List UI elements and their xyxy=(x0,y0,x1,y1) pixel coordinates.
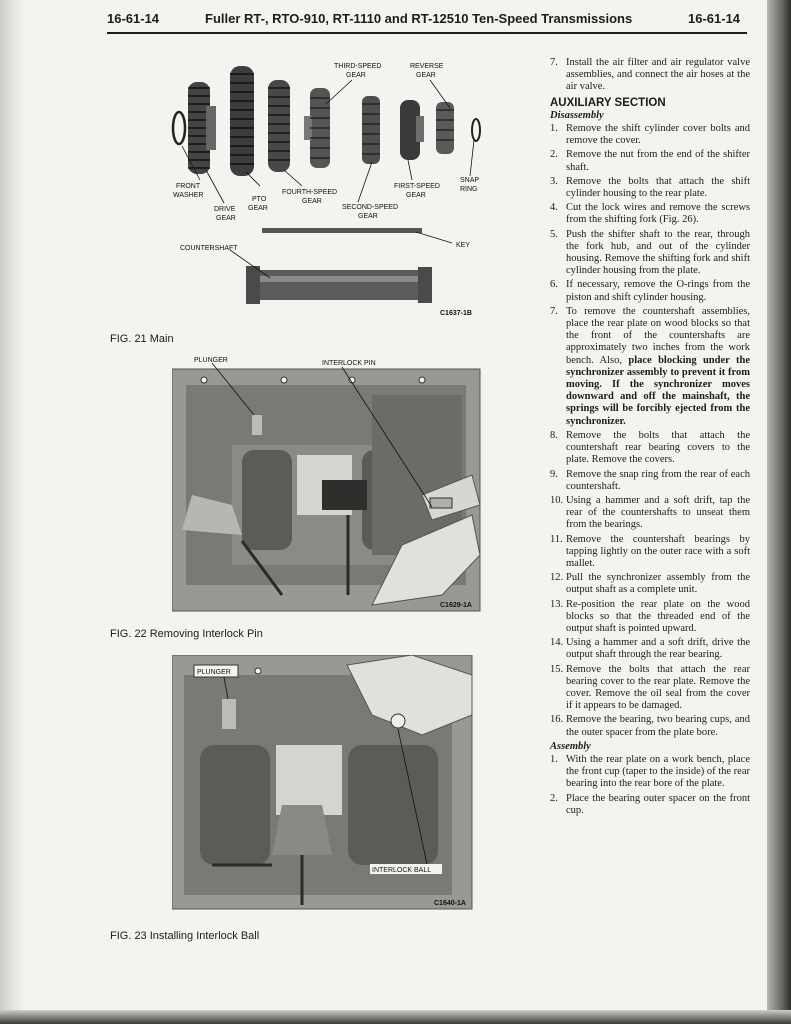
step-number: 13. xyxy=(550,598,564,610)
step-number: 14. xyxy=(550,637,564,649)
disassembly-step xyxy=(550,637,750,661)
step-text: Pull the synchronizer assembly from the output shaft as a complete unit. xyxy=(566,572,750,596)
bottom-shadow xyxy=(0,1010,791,1024)
label-snap-ring: SNAP RING xyxy=(460,177,479,193)
disassembly-step xyxy=(550,572,750,596)
second-speed-gear-part xyxy=(362,96,380,164)
step-text: Remove the bearing, two bearing cups, and the outer spacer from the plate bore. xyxy=(566,714,750,738)
step-text: If necessary, remove the O-rings from the piston and shift cylinder housing. xyxy=(566,279,750,303)
step-number: 3. xyxy=(550,175,558,187)
step-number: 8. xyxy=(550,429,558,441)
step-text: Remove the shift cylinder cover bolts and remove the cover. xyxy=(566,123,750,147)
step-text: Remove the snap ring from the rear of each countershaft. xyxy=(566,468,750,492)
label-key: KEY xyxy=(456,242,471,249)
step-text: Using a hammer and a soft drift, tap the rear of the countershafts to unseat them from the bearings. xyxy=(566,494,750,531)
step-text: Remove the nut from the end of the shifter shaft. xyxy=(566,149,750,173)
step-number: 15. xyxy=(550,663,564,675)
figure-21-code: C1637-1B xyxy=(440,310,472,317)
step-number: 9. xyxy=(550,468,558,480)
disassembly-step xyxy=(550,279,750,303)
disassembly-step xyxy=(550,202,750,226)
fourth-speed-gear-part xyxy=(268,80,290,172)
label-plunger-fig23: PLUNGER xyxy=(197,669,231,676)
figure-22-caption: FIG. 22 Removing Interlock Pin xyxy=(110,628,263,640)
label-plunger-fig22: PLUNGER xyxy=(194,357,228,364)
front-washer-part xyxy=(173,112,185,144)
step-number: 11. xyxy=(550,533,563,545)
step-text: With the rear plate on a work bench, place the front cup (taper to the inside) of the rear bearing into the rear bore of the plate. xyxy=(566,753,750,790)
reverse-gear-part xyxy=(436,102,454,154)
step-text: Remove the countershaft bearings by tapping lightly on the outer race with a soft mallet. xyxy=(566,533,750,569)
step-number: 5. xyxy=(550,228,558,240)
countershaft-part xyxy=(246,266,432,304)
step-text: To remove the countershaft assemblies, place the rear plate on wood blocks so that the front of the countershafts are approximately two inches from the work bench. Also, place blocking under the synchronizer assembly to prevent it from moving. If the synchronizer moves downward and off the mainshaft, the springs will be forcibly ejected from the synchronizer. xyxy=(566,305,751,427)
step-text: Remove the bolts that attach the countershaft rear bearing covers to the plate. Remove the covers. xyxy=(566,429,750,466)
disassembly-step xyxy=(550,176,750,200)
snap-ring-part xyxy=(472,119,480,141)
step-7-install-air-filter: 7. Install the air filter and air regulator valve assemblies, and connect the air hoses at the air valve. xyxy=(550,57,750,93)
disassembly-step xyxy=(550,495,750,532)
step-warning: place blocking under the synchronizer assembly to prevent it from moving. If the synchronizer moves downward and off the mainshaft, the springs will be forcibly ejected from the synchronizer. xyxy=(566,354,751,427)
assembly-step xyxy=(550,793,750,817)
book-edge-shadow xyxy=(767,0,791,1024)
step-number: 16. xyxy=(550,714,564,726)
figure-21-countershaft-exploded xyxy=(160,58,490,320)
step-text: Push the shifter shaft to the rear, through the fork hub, and out of the cylinder housing. Remove the shifting fork and shift cylinder housing from the plate. xyxy=(566,228,750,277)
step-number: 12. xyxy=(550,572,564,584)
figure-22-photo xyxy=(172,355,482,617)
label-first-speed-gear: FIRST-SPEED GEAR xyxy=(394,183,440,199)
page-number-left: 16-61-14 xyxy=(107,11,160,26)
label-pto-gear: PTO GEAR xyxy=(248,196,268,212)
key-part xyxy=(262,228,422,233)
label-countershaft: COUNTERSHAFT xyxy=(180,245,238,252)
disassembly-step xyxy=(550,149,750,173)
figure-22-code: C1629-1A xyxy=(440,602,472,609)
step-number: 7. xyxy=(550,305,558,317)
step-number: 2. xyxy=(550,149,558,161)
pto-gear-part xyxy=(230,66,254,176)
step-text: Remove the bolts that attach the rear bearing cover to the rear plate. Remove the cover. Remove the oil seal from the cover if it appears to be damaged. xyxy=(566,663,750,712)
disassembly-step xyxy=(550,664,750,713)
label-drive-gear: DRIVE GEAR xyxy=(214,206,236,222)
assembly-steps xyxy=(550,754,750,817)
figure-23-code: C1640-1A xyxy=(434,900,466,907)
drive-gear-part xyxy=(188,82,216,174)
header-rule xyxy=(107,32,747,34)
disassembly-step xyxy=(550,229,750,278)
first-speed-gear-part xyxy=(400,100,424,160)
running-title: Fuller RT-, RTO-910, RT-1110 and RT-12510 Ten-Speed Transmissions xyxy=(205,11,633,26)
figure-23-caption: FIG. 23 Installing Interlock Ball xyxy=(110,930,260,942)
label-fourth-speed-gear: FOURTH-SPEED GEAR xyxy=(282,189,338,205)
step-text: Remove the bolts that attach the shift cylinder housing to the rear plate. xyxy=(566,175,750,200)
disassembly-step xyxy=(550,599,750,636)
step-text: Re-position the rear plate on the wood blocks so that the threaded end of the output shaft is pointed upward. xyxy=(566,598,750,634)
step-number: 6. xyxy=(550,279,558,291)
assembly-heading: Assembly xyxy=(550,740,591,752)
label-second-speed-gear: SECOND-SPEED GEAR xyxy=(342,204,399,220)
step-text: Using a hammer and a soft drift, drive the output shaft through the rear bearing. xyxy=(566,637,750,661)
label-front-washer: FRONT WASHER xyxy=(173,183,204,199)
disassembly-heading: Disassembly xyxy=(550,109,604,121)
disassembly-steps xyxy=(550,123,750,739)
page-number-right: 16-61-14 xyxy=(688,11,741,26)
step-number: 4. xyxy=(550,202,558,214)
disassembly-step xyxy=(550,123,750,147)
assembly-step xyxy=(550,754,750,791)
label-interlock-pin: INTERLOCK PIN xyxy=(322,360,376,367)
procedure-column xyxy=(550,57,750,819)
figure-23-photo xyxy=(172,655,482,913)
label-reverse-gear: REVERSE GEAR xyxy=(410,63,444,79)
disassembly-step xyxy=(550,469,750,493)
disassembly-step xyxy=(550,430,750,467)
step-text: Cut the lock wires and remove the screws from the shifting fork (Fig. 26). xyxy=(566,202,750,226)
step-number: 1. xyxy=(550,123,558,135)
label-interlock-ball: INTERLOCK BALL xyxy=(372,867,432,874)
auxiliary-section-heading: AUXILIARY SECTION xyxy=(550,96,666,109)
step-number: 2. xyxy=(550,792,558,804)
disassembly-step xyxy=(550,714,750,738)
step-text: Place the bearing outer spacer on the front cup. xyxy=(566,792,750,816)
figure-21-caption: FIG. 21 Main xyxy=(110,333,174,345)
disassembly-step xyxy=(550,306,750,428)
step-number: 10. xyxy=(550,494,564,506)
disassembly-step xyxy=(550,534,750,571)
step-number: 1. xyxy=(550,753,558,765)
label-third-speed-gear: THIRD-SPEED GEAR xyxy=(334,63,382,79)
third-speed-gear-part xyxy=(304,88,330,168)
